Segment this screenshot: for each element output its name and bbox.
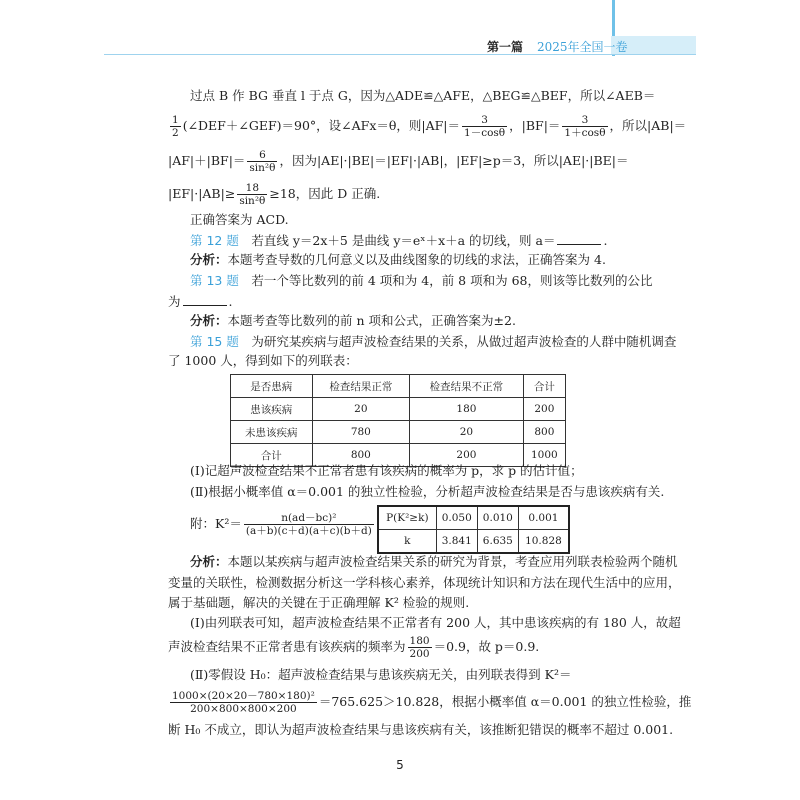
- table-row: [231, 375, 566, 398]
- question-15: 第 15 题 为研究某疾病与超声波检查结果的关系，从做过超声波检查的人群中随机调查: [190, 334, 677, 349]
- table-cell: 0.050: [436, 506, 477, 530]
- fraction: $\frac{6}{\text{sin²θ}}$: [249, 149, 276, 174]
- table-cell: 200: [410, 444, 524, 467]
- table-cell: P(K²≥k): [378, 506, 436, 530]
- table-header: 合计: [523, 375, 565, 398]
- table-cell: 合计: [231, 444, 313, 467]
- header-part: 第一篇: [487, 40, 524, 54]
- part-1: (Ⅰ)记超声波检查结果不正常者患有该疾病的概率为 p，求 p 的估计值；: [190, 463, 583, 478]
- table-cell: 20: [312, 398, 410, 421]
- table-cell: 200: [523, 398, 565, 421]
- text-line: 属于基础题，解决的关键在于正确理解 K² 检验的规则.: [168, 595, 470, 610]
- fraction: $\frac{\text{1000×(20×20－780×180)²}}{200\times 800\times 800\times 200}$: [172, 690, 315, 715]
- table-cell: 0.010: [477, 506, 518, 530]
- analysis-15: 分析：本题以某疾病与超声波检查结果关系的研究为背景，考查应用列联表检验两个随机: [190, 554, 678, 569]
- answer-line: 正确答案为 ACD.: [190, 212, 289, 227]
- table-cell: 20: [410, 421, 524, 444]
- table-cell: 未患该疾病: [231, 421, 313, 444]
- page-number: 5: [396, 758, 404, 772]
- question-12: 第 12 题 若直线 y＝2x＋5 是曲线 y＝eˣ＋x＋a 的切线，则 a＝ .: [190, 233, 608, 248]
- text-line: $\frac{\text{1000×(20×20－780×180)²}}{200\times 800\times 800\times 200}$ ＝765.625＞10.828，根据小概率值 α＝0.001 的独立性检验，推: [172, 690, 692, 715]
- fraction: $\frac{18}{\text{sin²θ}}$: [239, 182, 266, 207]
- fraction: $\frac{3}{1+\cos\theta}$: [564, 114, 606, 139]
- running-header: [487, 38, 628, 55]
- table-cell: k: [378, 530, 436, 554]
- solution-2: (Ⅱ)零假设 H₀：超声波检查结果与患该疾病无关，由列联表得到 K²＝: [190, 667, 572, 682]
- table-cell: 180: [410, 398, 524, 421]
- fraction: $\frac{\text{n(ad－bc)²}}{(a+b)(c+d)(a+c)(b+d)}$: [245, 512, 372, 537]
- fraction: $\frac{180}{200}$: [409, 635, 430, 660]
- table-cell: 患该疾病: [231, 398, 313, 421]
- question-label: 第 15 题: [190, 334, 239, 349]
- table-header: 是否患病: [231, 375, 313, 398]
- table-row: [231, 421, 566, 444]
- table-header: 检查结果不正常: [410, 375, 524, 398]
- text-line: |EF|·|AB|≥ $\frac{18}{\text{sin²θ}}$ ≥18，因此 D 正确.: [168, 182, 381, 207]
- question-label: 第 13 题: [190, 273, 239, 288]
- answer-blank: [183, 293, 227, 306]
- table-row: [231, 398, 566, 421]
- table-row: [378, 506, 569, 530]
- table-row: [378, 530, 569, 554]
- header-year-title: 2025年全国一卷: [537, 40, 628, 54]
- question-13: 第 13 题 若一个等比数列的前 4 项和为 4，前 8 项和为 68，则该等比数列的公比: [190, 273, 653, 288]
- fraction: $\frac{3}{1-\cos\theta}$: [464, 114, 506, 139]
- table-cell: 0.001: [518, 506, 569, 530]
- question-15-cont: 了 1000 人，得到如下的列联表：: [168, 353, 358, 368]
- part-2: (Ⅱ)根据小概率值 α＝0.001 的独立性检验，分析超声波检查结果是否与患该疾病有关.: [190, 484, 665, 499]
- table-cell: 3.841: [436, 530, 477, 554]
- critical-value-table: [377, 505, 570, 554]
- contingency-table: [230, 374, 566, 467]
- table-cell: 6.635: [477, 530, 518, 554]
- text-line: 断 H₀ 不成立，即认为超声波检查结果与患该疾病有关，该推断犯错误的概率不超过 0.001.: [168, 722, 674, 737]
- table-cell: 800: [523, 421, 565, 444]
- analysis-13: 分析：本题考查等比数列的前 n 项和公式，正确答案为±2.: [190, 313, 516, 328]
- header-rule: [104, 54, 696, 55]
- text-line: $\frac{1}{2}$ (∠DEF＋∠GEF)＝90°，设∠AFx＝θ，则|AF|＝ $\frac{3}{1-\cos\theta}$ ，|BF|＝ $\frac{3}{1+\cos\theta}$ ，所以|AB|＝: [172, 114, 687, 139]
- analysis-12: 分析：本题考查导数的几何意义以及曲线图象的切线的求法，正确答案为 4.: [190, 252, 606, 267]
- question-label: 第 12 题: [190, 233, 239, 248]
- table-cell: 10.828: [518, 530, 569, 554]
- table-header: 检查结果正常: [312, 375, 410, 398]
- text-line: 过点 B 作 BG 垂直 l 于点 G，因为△ADE≌△AFE，△BEG≌△BEF，所以∠AEB＝: [190, 88, 656, 103]
- question-13-cont: 为 .: [168, 294, 233, 309]
- text-line: 声波检查结果不正常者患有该疾病的频率为 $\frac{180}{200}$ ＝0.9，故 p＝0.9.: [168, 635, 540, 660]
- table-cell: 1000: [523, 444, 565, 467]
- table-cell: 800: [312, 444, 410, 467]
- text-line: 变量的关联性，检测数据分析这一学科核心素养，体现统计知识和方法在现代生活中的应用，: [168, 575, 681, 590]
- fraction: $\frac{1}{2}$: [172, 114, 179, 139]
- formula-k2: 附：K²＝ $\frac{\text{n(ad－bc)²}}{(a+b)(c+d)(a+c)(b+d)}$: [190, 512, 372, 537]
- table-cell: 780: [312, 421, 410, 444]
- text-line: |AF|＋|BF|＝ $\frac{6}{\text{sin²θ}}$ ，因为|AE|·|BE|＝|EF|·|AB|，|EF|≥p＝3，所以|AE|·|BE|＝: [168, 149, 629, 174]
- solution-1: (Ⅰ)由列联表可知，超声波检查结果不正常者有 200 人，其中患该疾病的有 180 人，故超: [190, 615, 681, 630]
- answer-blank: [557, 232, 601, 245]
